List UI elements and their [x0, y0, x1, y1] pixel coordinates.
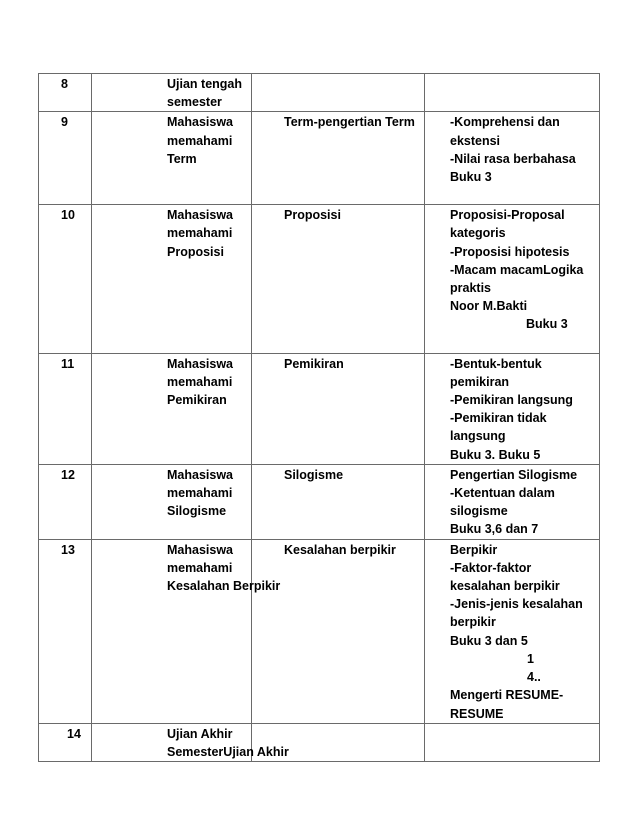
subtopic-line: Kesalahan berpikir — [284, 542, 396, 557]
subtopic-cell — [252, 464, 425, 539]
row-number: 11 — [61, 356, 75, 371]
row-number-cell — [39, 112, 92, 205]
topic-cell — [92, 112, 252, 205]
material-line: Berpikir — [450, 542, 498, 557]
row-number: 13 — [61, 542, 75, 557]
material-cell — [425, 723, 600, 761]
row-number-cell — [39, 205, 92, 353]
material-cell — [425, 539, 600, 723]
table-row — [39, 74, 600, 112]
topic-cell — [92, 353, 252, 464]
subtopic-line: Term-pengertian Term — [284, 115, 415, 130]
topic-line: Mahasiswa — [167, 115, 234, 130]
table-row — [39, 205, 600, 353]
material-line: silogisme — [450, 504, 508, 519]
material-line: Buku 3 — [450, 170, 492, 185]
topic-line: memahami — [167, 226, 233, 241]
row-number-cell — [39, 353, 92, 464]
subtopic-cell — [252, 74, 425, 112]
topic-cell — [92, 464, 252, 539]
topic-line: memahami — [167, 133, 233, 148]
material-line: praktis — [450, 281, 491, 296]
material-line: 4.. — [527, 670, 541, 685]
topic-cell — [92, 539, 281, 723]
material-line: -Nilai rasa berbahasa — [450, 151, 576, 166]
table-row — [39, 539, 600, 723]
topic-cell — [92, 205, 252, 353]
topic-line: Term — [167, 151, 197, 166]
material-cell — [425, 205, 600, 353]
row-number: 8 — [61, 77, 68, 91]
row-number-cell — [39, 539, 92, 723]
topic-line: Mahasiswa — [167, 356, 234, 371]
subtopic-line: Proposisi — [284, 208, 341, 223]
topic-line: Silogisme — [167, 504, 227, 519]
material-line: berpikir — [450, 615, 496, 630]
material-line: -Proposisi hipotesis — [450, 244, 570, 259]
topic-line: Ujian Akhir — [167, 726, 233, 741]
topic-line: Ujian tengah — [167, 77, 243, 91]
material-line: -Pemikiran langsung — [450, 393, 573, 408]
row-number: 10 — [61, 208, 75, 223]
topic-cell — [92, 723, 289, 761]
topic-line: memahami — [167, 560, 233, 575]
topic-line: memahami — [167, 374, 233, 389]
material-line: -Macam macamLogika — [450, 262, 584, 277]
topic-line: memahami — [167, 486, 233, 501]
topic-line: semester — [167, 95, 222, 110]
subtopic-cell — [252, 205, 425, 353]
row-number: 14 — [67, 726, 81, 741]
material-line: -Pemikiran tidak — [450, 411, 547, 426]
material-line: 1 — [527, 651, 534, 666]
material-line: ekstensi — [450, 133, 501, 148]
topic-line: Mahasiswa — [167, 467, 234, 482]
material-line: pemikiran — [450, 374, 510, 389]
subtopic-cell — [252, 539, 425, 723]
row-number-cell — [39, 74, 92, 112]
material-line: Pengertian Silogisme — [450, 467, 578, 482]
material-line: -Faktor-faktor — [450, 560, 532, 575]
material-line: kategoris — [450, 226, 506, 241]
material-line: Buku 3 — [526, 317, 568, 332]
topic-line: Pemikiran — [167, 393, 227, 408]
row-number-cell — [39, 723, 92, 761]
material-line: Buku 3. Buku 5 — [450, 447, 541, 462]
material-line: Buku 3 dan 5 — [450, 633, 528, 648]
material-line: -Jenis-jenis kesalahan — [450, 597, 583, 612]
material-cell — [425, 353, 600, 464]
material-line: Buku 3,6 dan 7 — [450, 522, 539, 537]
topic-line: SemesterUjian Akhir — [167, 744, 289, 759]
subtopic-line: Pemikiran — [284, 356, 344, 371]
topic-line: Mahasiswa — [167, 542, 234, 557]
row-number: 12 — [61, 467, 75, 482]
material-line: Proposisi-Proposal — [450, 208, 565, 223]
table-row — [39, 723, 600, 761]
topic-cell — [92, 74, 252, 112]
material-line: langsung — [450, 429, 506, 444]
table-row — [39, 353, 600, 464]
topic-line: Proposisi — [167, 244, 224, 259]
material-line: -Bentuk-bentuk — [450, 356, 542, 371]
syllabus-table — [38, 73, 600, 762]
material-cell — [425, 112, 600, 205]
subtopic-cell — [252, 353, 425, 464]
material-line: kesalahan berpikir — [450, 579, 560, 594]
material-cell — [425, 74, 600, 112]
material-line: Noor M.Bakti — [450, 299, 528, 314]
topic-line: Mahasiswa — [167, 208, 234, 223]
table-row — [39, 464, 600, 539]
material-cell — [425, 464, 600, 539]
subtopic-line: Silogisme — [284, 467, 344, 482]
material-line: -Ketentuan dalam — [450, 486, 555, 501]
material-line: RESUME — [450, 706, 504, 721]
material-line: -Komprehensi dan — [450, 115, 560, 130]
table-row — [39, 112, 600, 205]
subtopic-cell — [252, 112, 425, 205]
material-line: Mengerti RESUME- — [450, 688, 564, 703]
row-number: 9 — [61, 115, 68, 130]
row-number-cell — [39, 464, 92, 539]
topic-line: Kesalahan Berpikir — [167, 579, 281, 594]
